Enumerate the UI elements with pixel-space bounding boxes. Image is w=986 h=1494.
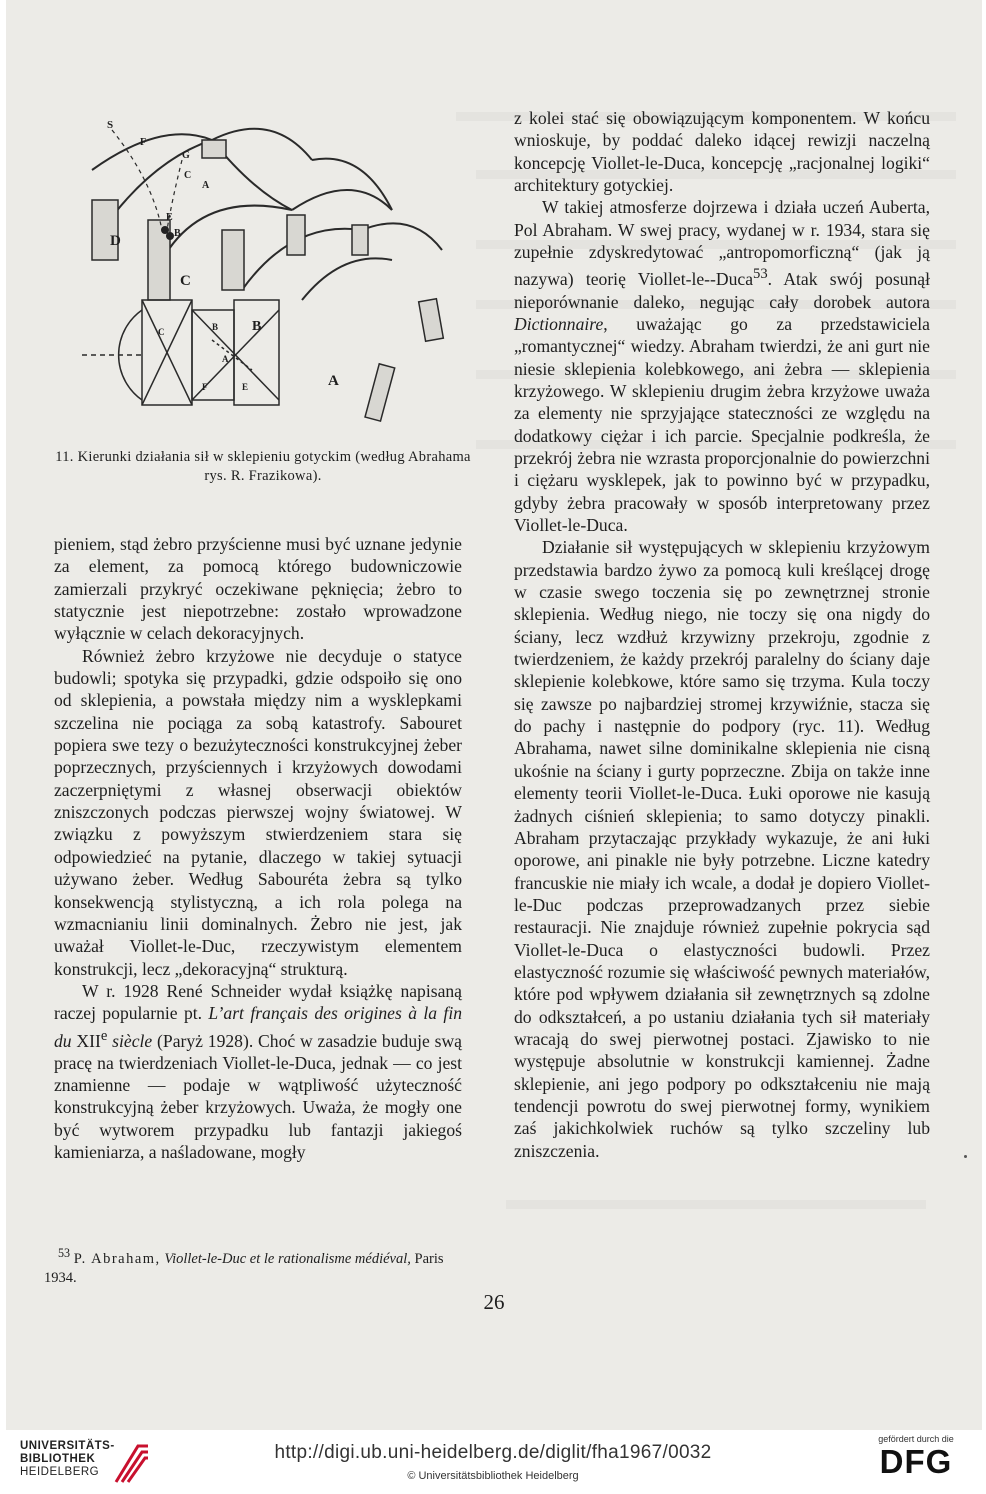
rib-line — [212, 129, 312, 160]
permalink[interactable]: http://digi.ub.uni-heidelberg.de/diglit/fha1967/0032 — [274, 1442, 712, 1463]
fig-label: S — [107, 119, 114, 131]
fig-label: A — [222, 354, 229, 364]
pier-block — [222, 230, 244, 290]
fig-label: F — [140, 137, 147, 148]
book-title: L’art français des origines à la fin du — [54, 1003, 463, 1051]
paragraph: pieniem, stąd żebro przyścienne musi być uznane jedynie za element, za pomocą którego budowniczowie zamierzali przykryć oczekiwane pęknięcia; żebro to statycznie jest niepotrzebne: zostało wprowadzone wyłącznie w celach dekoracyjnych. — [54, 534, 462, 644]
stone-fragment — [365, 364, 395, 421]
paragraph — [514, 196, 930, 536]
viewer-footer — [0, 1430, 986, 1494]
plan-bay — [234, 300, 279, 405]
boss-block — [202, 140, 226, 158]
fig-label: B — [174, 228, 181, 239]
footnote-ref: 53 — [753, 266, 768, 283]
footnote-title: Viollet-le-Duc et le rationalisme médiéval, — [164, 1250, 411, 1267]
text-run: . Atak swój posunął nieporównanie daleko, negując cały dorobek autora — [514, 269, 930, 312]
fig-label: F — [202, 382, 208, 392]
fig-label: D — [110, 233, 121, 249]
page-number: 26 — [483, 1290, 505, 1314]
pier-block — [92, 200, 118, 260]
copyright-notice: © Universitätsbibliothek Heidelberg — [407, 1470, 579, 1482]
pier-block — [352, 225, 368, 255]
book-title: Dictionnaire — [514, 313, 604, 334]
fig-label: C — [184, 170, 192, 181]
stone-fragment — [419, 299, 444, 342]
footnote-rest: Paris 1934. — [44, 1250, 444, 1286]
left-column — [54, 533, 462, 1163]
book-page — [6, 0, 982, 1430]
fig-label: A — [202, 180, 210, 191]
paragraph: Również żebro krzyżowe nie decyduje o statyce budowli; spotyka się przypadki, gdzie odspoiło się ono od sklepienia, a powstała między nim a wysklepkami szczelina nie pociąga za sobą katastrofy. Sabouret popiera swe tezy o bezużyteczności konstrukcyjnej żeber poprzecznych, przyściennych i krzyżowych dowodami zaczerpniętymi z własnej obserwacji obiektów zniszczonych podczas pierwszej wojny światowej. W związku z powyższym stwierdzeniem stara się odpowiedzieć na pytanie, dlaczego w takiej sytuacji używano żeber. Według Sabouréta żebra są tylko konsekwencją stylistyczną, a ich rola polega na wzmacnianiu linii dominalnych. Żebro nie jest, jak uważał Viollet-le-Duc, rzeczywistym elementem konstrukcji, lecz „dekoracyjną“ strukturą. — [54, 645, 462, 979]
ball — [166, 232, 174, 240]
pier-block — [287, 215, 305, 255]
fig-label: C — [180, 273, 191, 289]
paragraph: z kolei stać się obowiązującym komponentem. W końcu wnioskuje, by poddać daleko idącej rewizji naczelną koncepcję Viollet-le-Duca, koncepcję „racjonalnej logiki“ architektury gotyckiej. — [514, 108, 930, 196]
text-run: W takiej atmosferze dojrzewa i działa uczeń Auberta, Pol Abraham. W swej pracy, wydanej w r. 1934, stara się zupełnie zdyskredytować „antropomorficzną“ (jak ją nazywa) teorię Viollet-le--Duca — [514, 197, 930, 290]
rib-line — [312, 159, 392, 210]
book-title: siècle — [107, 1030, 153, 1051]
rib-line — [362, 223, 442, 250]
footnote-author: P. Abraham, — [73, 1250, 161, 1267]
fig-label: E — [166, 212, 173, 223]
dfg-logo[interactable] — [860, 1434, 972, 1480]
fig-label: B — [212, 322, 219, 332]
fig-label: E — [242, 382, 249, 392]
text-run: (Paryż 1928). Choć w zasadzie buduje swą pracę na twierdzeniach Viollet-le-Duca, jednak — co jest znamienne — podaje w wątpliwość użyteczność konstrukcyjną żeber krzyżowych. Uważa, że mogły one być wytworem przypadku lub fantazji jakiegoś kamieniarza, a naśladowane, mogły — [54, 1030, 462, 1163]
library-line: UNIVERSITÄTS- — [20, 1440, 115, 1452]
fig-label: B — [252, 319, 262, 334]
paragraph: Działanie sił występujących w sklepieniu krzyżowym przedstawia bardzo żywo za pomocą kuli kreślącej drogę w czasie swego toczenia się po zewnętrznej stronie sklepienia. Według niego, nie toczy się ona nigdy do ściany, lecz wzdłuż krzywizny przekroju, zgodnie z twierdzeniem, że każdy przekrój paralelny do ściany daje sklepienie kolebkowe, które samo się trzyma. Kula toczy się zawsze po najbardziej stromej krzywiźnie, stacza się do pachy i następnie do podpory (ryc. 11). Według Abrahama, nawet silne dominikalne sklepienia nie cisną ukośnie na ściany i gurty poprzeczne. Zbija on także inne elementy teorii Viollet-le-Duca. Łuki oporowe nie kasują żadnych ciśnień sklepienia; to samo dotyczy pinakli. Abraham przytaczając przykłady wykazuje, że ani łuki oporowe, ani pinakle nie były potrzebne. Liczne katedry francuskie nie miały ich wcale, a dodał je dopiero Viollet-le-Duc podczas przeprowadzanych przez siebie restauracji. Nie znajduje również zupełnie pokrycia sąd Viollet-le-Duca o elastyczności budowli. Przez elastyczność rozumie się właściwość pewnych materiałów, które pod wpływem działania sił zewnętrznych są zdolne do odkształceń, a po ustaniu działania tych sił materiały wracają do swej pierwotnej postaci. Zjawisko to nie występuje absolutnie w konstrukcji kamiennej. Żadne sklepienie, ani jego podpory po odkształceniu nie mają tendencji powrotu do swej pierwotnej formy, wynikiem zaś jakichkolwiek ruchów są tylko szczeliny lub zniszczenia. — [514, 537, 930, 1161]
vault-drawing — [62, 100, 472, 440]
library-line: BIBLIOTHEK — [20, 1453, 96, 1465]
funded-by-label: gefördert durch die — [878, 1434, 954, 1444]
speck — [964, 1155, 967, 1158]
rib-line — [302, 258, 392, 300]
text-run: XII — [71, 1030, 101, 1051]
superscript: e — [100, 1027, 108, 1044]
fig-label: C — [158, 327, 165, 337]
fig-label: G — [182, 150, 190, 161]
rib-line — [92, 134, 212, 170]
text-run: W r. 1928 René Schneider wydał książkę napisaną raczej popularnie pt. — [54, 980, 462, 1024]
footnote-number: 53 — [58, 1246, 71, 1260]
dfg-wordmark: DFG — [879, 1443, 953, 1480]
figure-caption: 11. Kierunki działania sił w sklepieniu gotyckim (według Abrahama rys. R. Frazikowa). — [55, 449, 471, 484]
rib-line — [292, 190, 392, 210]
text-run: , uważając go za przedstawiciela „romantycznej“ wiedzy. Abraham twierdzi, że ani gurt nie niesie sklepienia kolebkowego, ani żebra — sklepienia krzyżowego. W sklepieniu drugim żebra krzyżowe uważa za elementy nie sprzyjające stateczności ze względu na dodatkowy ciężar i ich parcie. Specjalnie podkreśla, że przekrój żebra nie wzrasta proporcjonalnie do powierzchni i ciężaru wysklepek, jak to powinno być w przypadku, gdyby żebra pracowały w sposób interpretowany przez Viollet-le-Duca. — [514, 313, 930, 536]
fig-label: A — [328, 373, 339, 389]
figure-vault-diagram — [62, 100, 472, 440]
library-line: HEIDELBERG — [20, 1466, 100, 1478]
right-column — [514, 107, 930, 1162]
footnote — [44, 1244, 462, 1288]
paragraph — [54, 980, 462, 1164]
